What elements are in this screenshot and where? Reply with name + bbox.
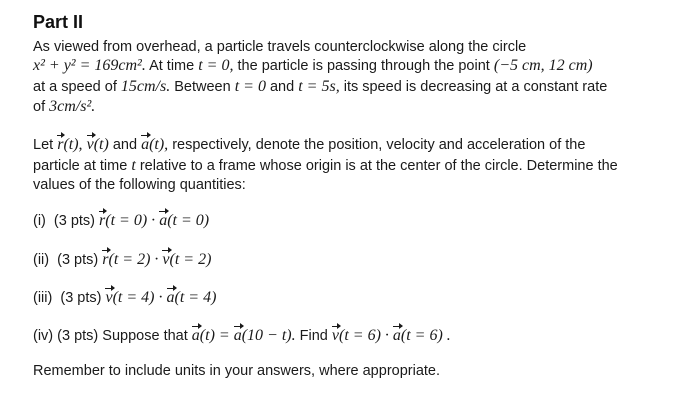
definition-line-3 <box>33 176 246 194</box>
question-points: (3 pts) <box>57 252 99 268</box>
footer-text: Remember to include units in your answers, where appropriate. <box>33 363 441 379</box>
r-of-t: (t), <box>63 136 83 153</box>
vector-r: r <box>57 136 64 153</box>
definition-text-2a: particle at time <box>33 158 128 174</box>
expression-part: (t = 0) <box>167 212 210 229</box>
intro-text-3c: its speed is decreasing at a constant rate <box>343 79 608 95</box>
intro-line-4 <box>33 98 95 116</box>
suppose-text: Suppose that <box>102 328 188 344</box>
start-point: (−5 cm, 12 cm) <box>493 57 593 74</box>
intro-text-2a: At time <box>149 58 195 74</box>
vector-v: v <box>86 136 94 153</box>
expression-part: (t) = <box>199 327 230 344</box>
initial-speed: 15cm/s. <box>120 78 171 95</box>
question-iv <box>33 327 451 345</box>
vector-a: a <box>141 136 150 153</box>
let-text: Let <box>33 137 54 153</box>
deceleration-rate: 3cm/s². <box>49 98 96 115</box>
expression-part: (t = 6) · <box>339 327 389 344</box>
expression-part: (t = 0) · <box>105 212 156 229</box>
vector-symbol: v <box>331 327 339 344</box>
question-points: (3 pts) <box>60 290 102 306</box>
vector-symbol: a <box>191 327 200 344</box>
vector-symbol: v <box>162 251 170 268</box>
question-ii <box>33 251 211 269</box>
a-of-t: (t), <box>149 136 169 153</box>
intro-and: and <box>269 79 295 95</box>
expression-part: (t = 6) . <box>400 327 451 344</box>
expression-part: (t = 4) <box>174 289 217 306</box>
vector-symbol: a <box>166 289 175 306</box>
definition-text-2b: relative to a frame whose origin is at the center of the circle. Determine the <box>139 158 618 174</box>
find-text: Find <box>299 328 328 344</box>
intro-text-3a: at a speed of <box>33 79 117 95</box>
v-of-t: (t) <box>93 136 109 153</box>
intro-line-1 <box>33 38 526 56</box>
expression-part: (t = 4) · <box>112 289 163 306</box>
vector-symbol: r <box>99 212 106 229</box>
time-variable: t <box>131 157 136 174</box>
intro-text-4a: of <box>33 99 46 115</box>
time-end: t = 5s, <box>298 78 340 95</box>
question-i <box>33 212 209 230</box>
part-heading: Part II <box>33 12 84 32</box>
vector-symbol: v <box>105 289 113 306</box>
definition-text-3: values of the following quantities: <box>33 177 246 193</box>
intro-line-2 <box>33 57 593 75</box>
question-label: (i) <box>33 213 46 229</box>
intro-text-2b: the particle is passing through the point <box>237 58 490 74</box>
question-points: (3 pts) <box>53 213 96 229</box>
question-iii <box>33 289 216 307</box>
intro-line-3 <box>33 78 607 96</box>
intro-text-3b: Between <box>174 79 231 95</box>
intro-text-1: As viewed from overhead, a particle travels counterclockwise along the circle <box>33 39 527 55</box>
question-label: (ii) <box>33 252 50 268</box>
definition-text-1: respectively, denote the position, velocity and acceleration of the <box>172 137 586 153</box>
question-points: (3 pts) <box>57 328 99 344</box>
definition-line-1 <box>33 136 585 154</box>
footer-note <box>33 362 440 380</box>
expression-part: (t = 2) · <box>108 251 159 268</box>
time-start: t = 0 <box>234 78 266 95</box>
time-zero-eq: t = 0, <box>198 57 234 74</box>
question-label: (iii) <box>33 290 53 306</box>
and-text: and <box>112 137 138 153</box>
question-label: (iv) <box>33 328 54 344</box>
expression-part: (t = 2) <box>169 251 212 268</box>
expression-part: (10 − t). <box>241 327 296 344</box>
definition-line-2 <box>33 157 618 175</box>
vector-symbol: r <box>102 251 109 268</box>
vector-symbol: a <box>233 327 242 344</box>
circle-equation: x² + y² = 169cm². <box>33 57 146 74</box>
vector-symbol: a <box>159 212 168 229</box>
vector-symbol: a <box>392 327 401 344</box>
